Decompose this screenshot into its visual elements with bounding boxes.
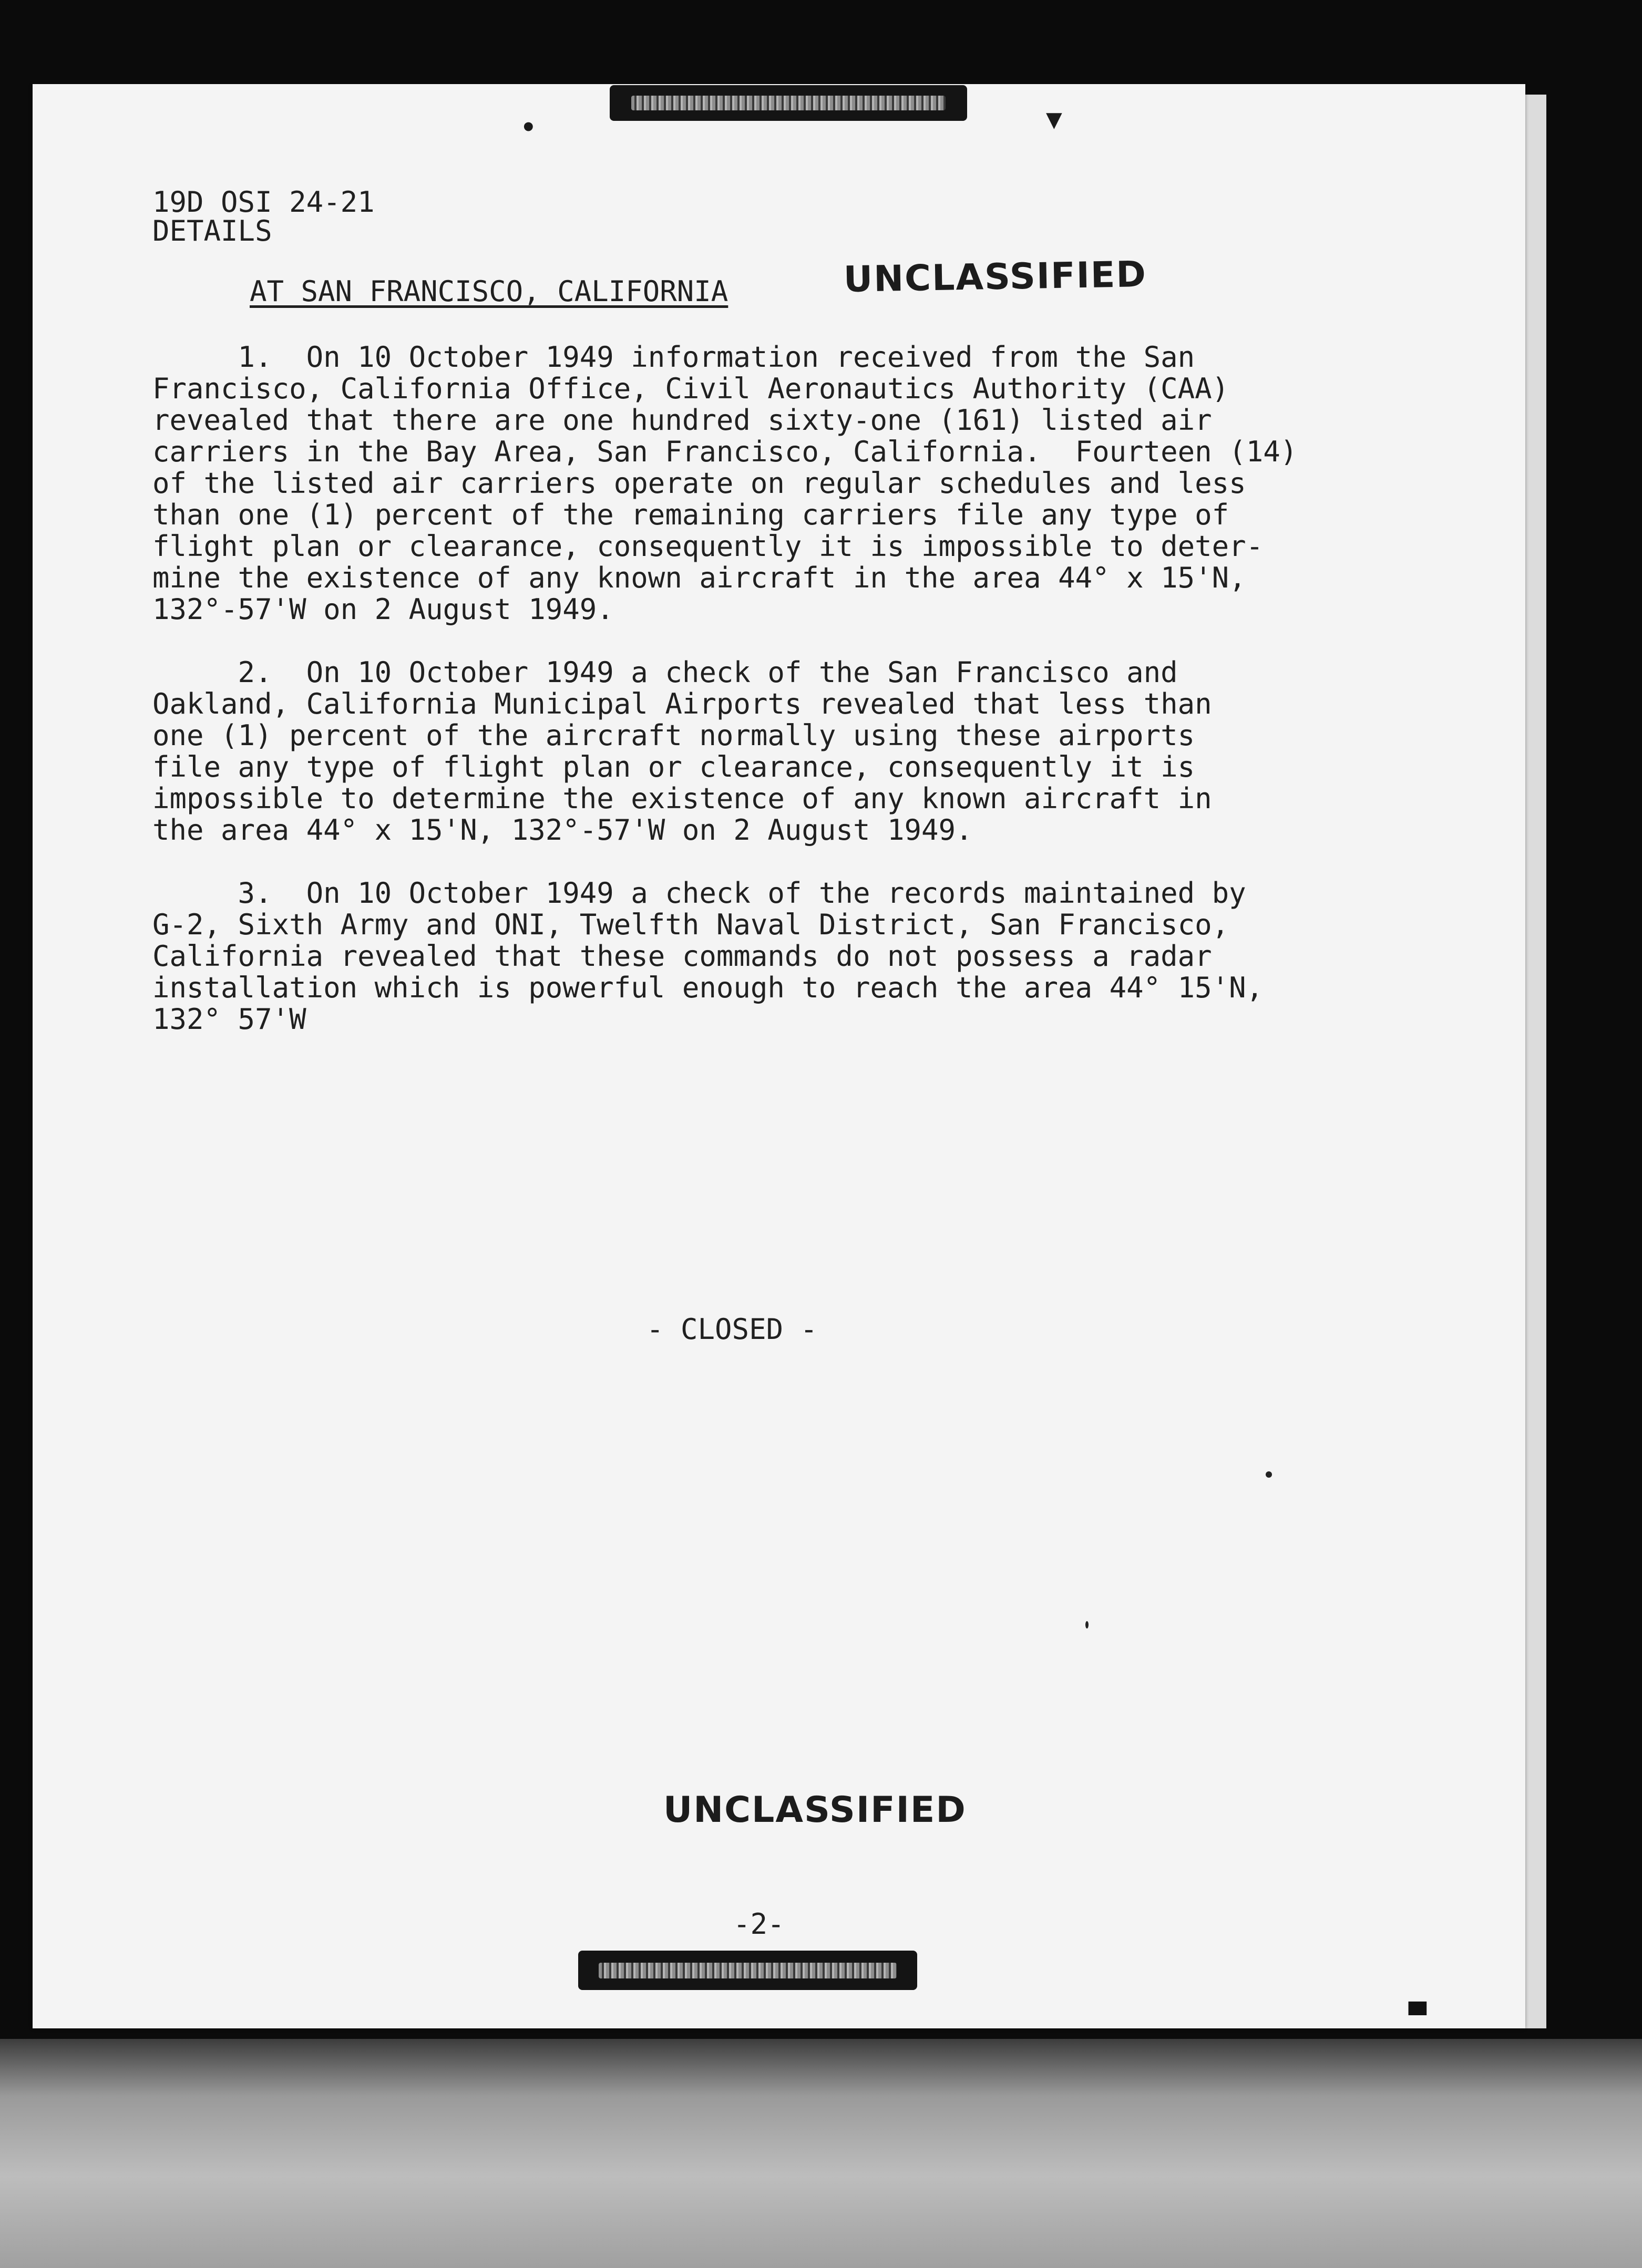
paragraph-line: 2. On 10 October 1949 a check of the San Francisco and xyxy=(152,656,1178,689)
location-heading: AT SAN FRANCISCO, CALIFORNIA xyxy=(250,275,728,308)
paragraph-line: than one (1) percent of the remaining carriers file any type of xyxy=(152,498,1229,531)
classification-stamp-top: UNCLASSIFIED xyxy=(843,253,1147,301)
redaction-bar-bottom xyxy=(578,1951,917,1990)
paragraph-line: 132°-57'W on 2 August 1949. xyxy=(152,593,614,626)
paragraph-line: revealed that there are one hundred sixty-one (161) listed air xyxy=(152,404,1212,437)
paper-edge xyxy=(1525,95,1546,2028)
page-number: -2- xyxy=(733,1908,785,1941)
bottom-right-mark: ▀ xyxy=(1409,2002,1427,2029)
ink-speck xyxy=(1085,1621,1089,1628)
paragraph-line: 1. On 10 October 1949 information received from the San xyxy=(152,341,1195,374)
paragraph-line: impossible to determine the existence of any known aircraft in xyxy=(152,782,1212,815)
top-left-mark: • xyxy=(520,113,537,142)
paragraph-line: flight plan or clearance, consequently it is impossible to deter- xyxy=(152,530,1264,563)
paragraph-line: mine the existence of any known aircraft in the area 44° x 15'N, xyxy=(152,561,1246,594)
top-right-mark: ▼ xyxy=(1046,108,1062,132)
classification-stamp-bottom: UNCLASSIFIED xyxy=(663,1789,967,1831)
paragraph-line: Francisco, California Office, Civil Aeronautics Authority (CAA) xyxy=(152,372,1229,405)
redaction-bar-top xyxy=(610,85,967,121)
paragraph-1 xyxy=(152,342,1435,625)
paragraph-line: installation which is powerful enough to reach the area 44° 15'N, xyxy=(152,971,1264,1004)
section-title: DETAILS xyxy=(152,214,272,248)
paragraph-line: of the listed air carriers operate on regular schedules and less xyxy=(152,467,1246,500)
paragraph-line: the area 44° x 15'N, 132°-57'W on 2 August 1949. xyxy=(152,813,973,847)
paragraph-line: 132° 57'W xyxy=(152,1003,306,1036)
closed-marker: - CLOSED - xyxy=(646,1313,818,1346)
paragraph-line: one (1) percent of the aircraft normally using these airports xyxy=(152,719,1195,752)
paragraph-line: G-2, Sixth Army and ONI, Twelfth Naval District, San Francisco, xyxy=(152,908,1229,941)
file-reference: 19D OSI 24-21 xyxy=(152,185,375,219)
paragraph-2 xyxy=(152,657,1435,846)
paragraph-line: carriers in the Bay Area, San Francisco, California. Fourteen (14) xyxy=(152,435,1298,468)
ink-speck xyxy=(1266,1471,1272,1478)
scanner-background xyxy=(0,2039,1642,2268)
paragraph-line: file any type of flight plan or clearance, consequently it is xyxy=(152,750,1195,784)
paragraph-3 xyxy=(152,878,1435,1035)
paragraph-line: California revealed that these commands do not possess a radar xyxy=(152,940,1212,973)
paragraph-line: 3. On 10 October 1949 a check of the records maintained by xyxy=(152,877,1246,910)
paragraph-line: Oakland, California Municipal Airports revealed that less than xyxy=(152,687,1212,720)
